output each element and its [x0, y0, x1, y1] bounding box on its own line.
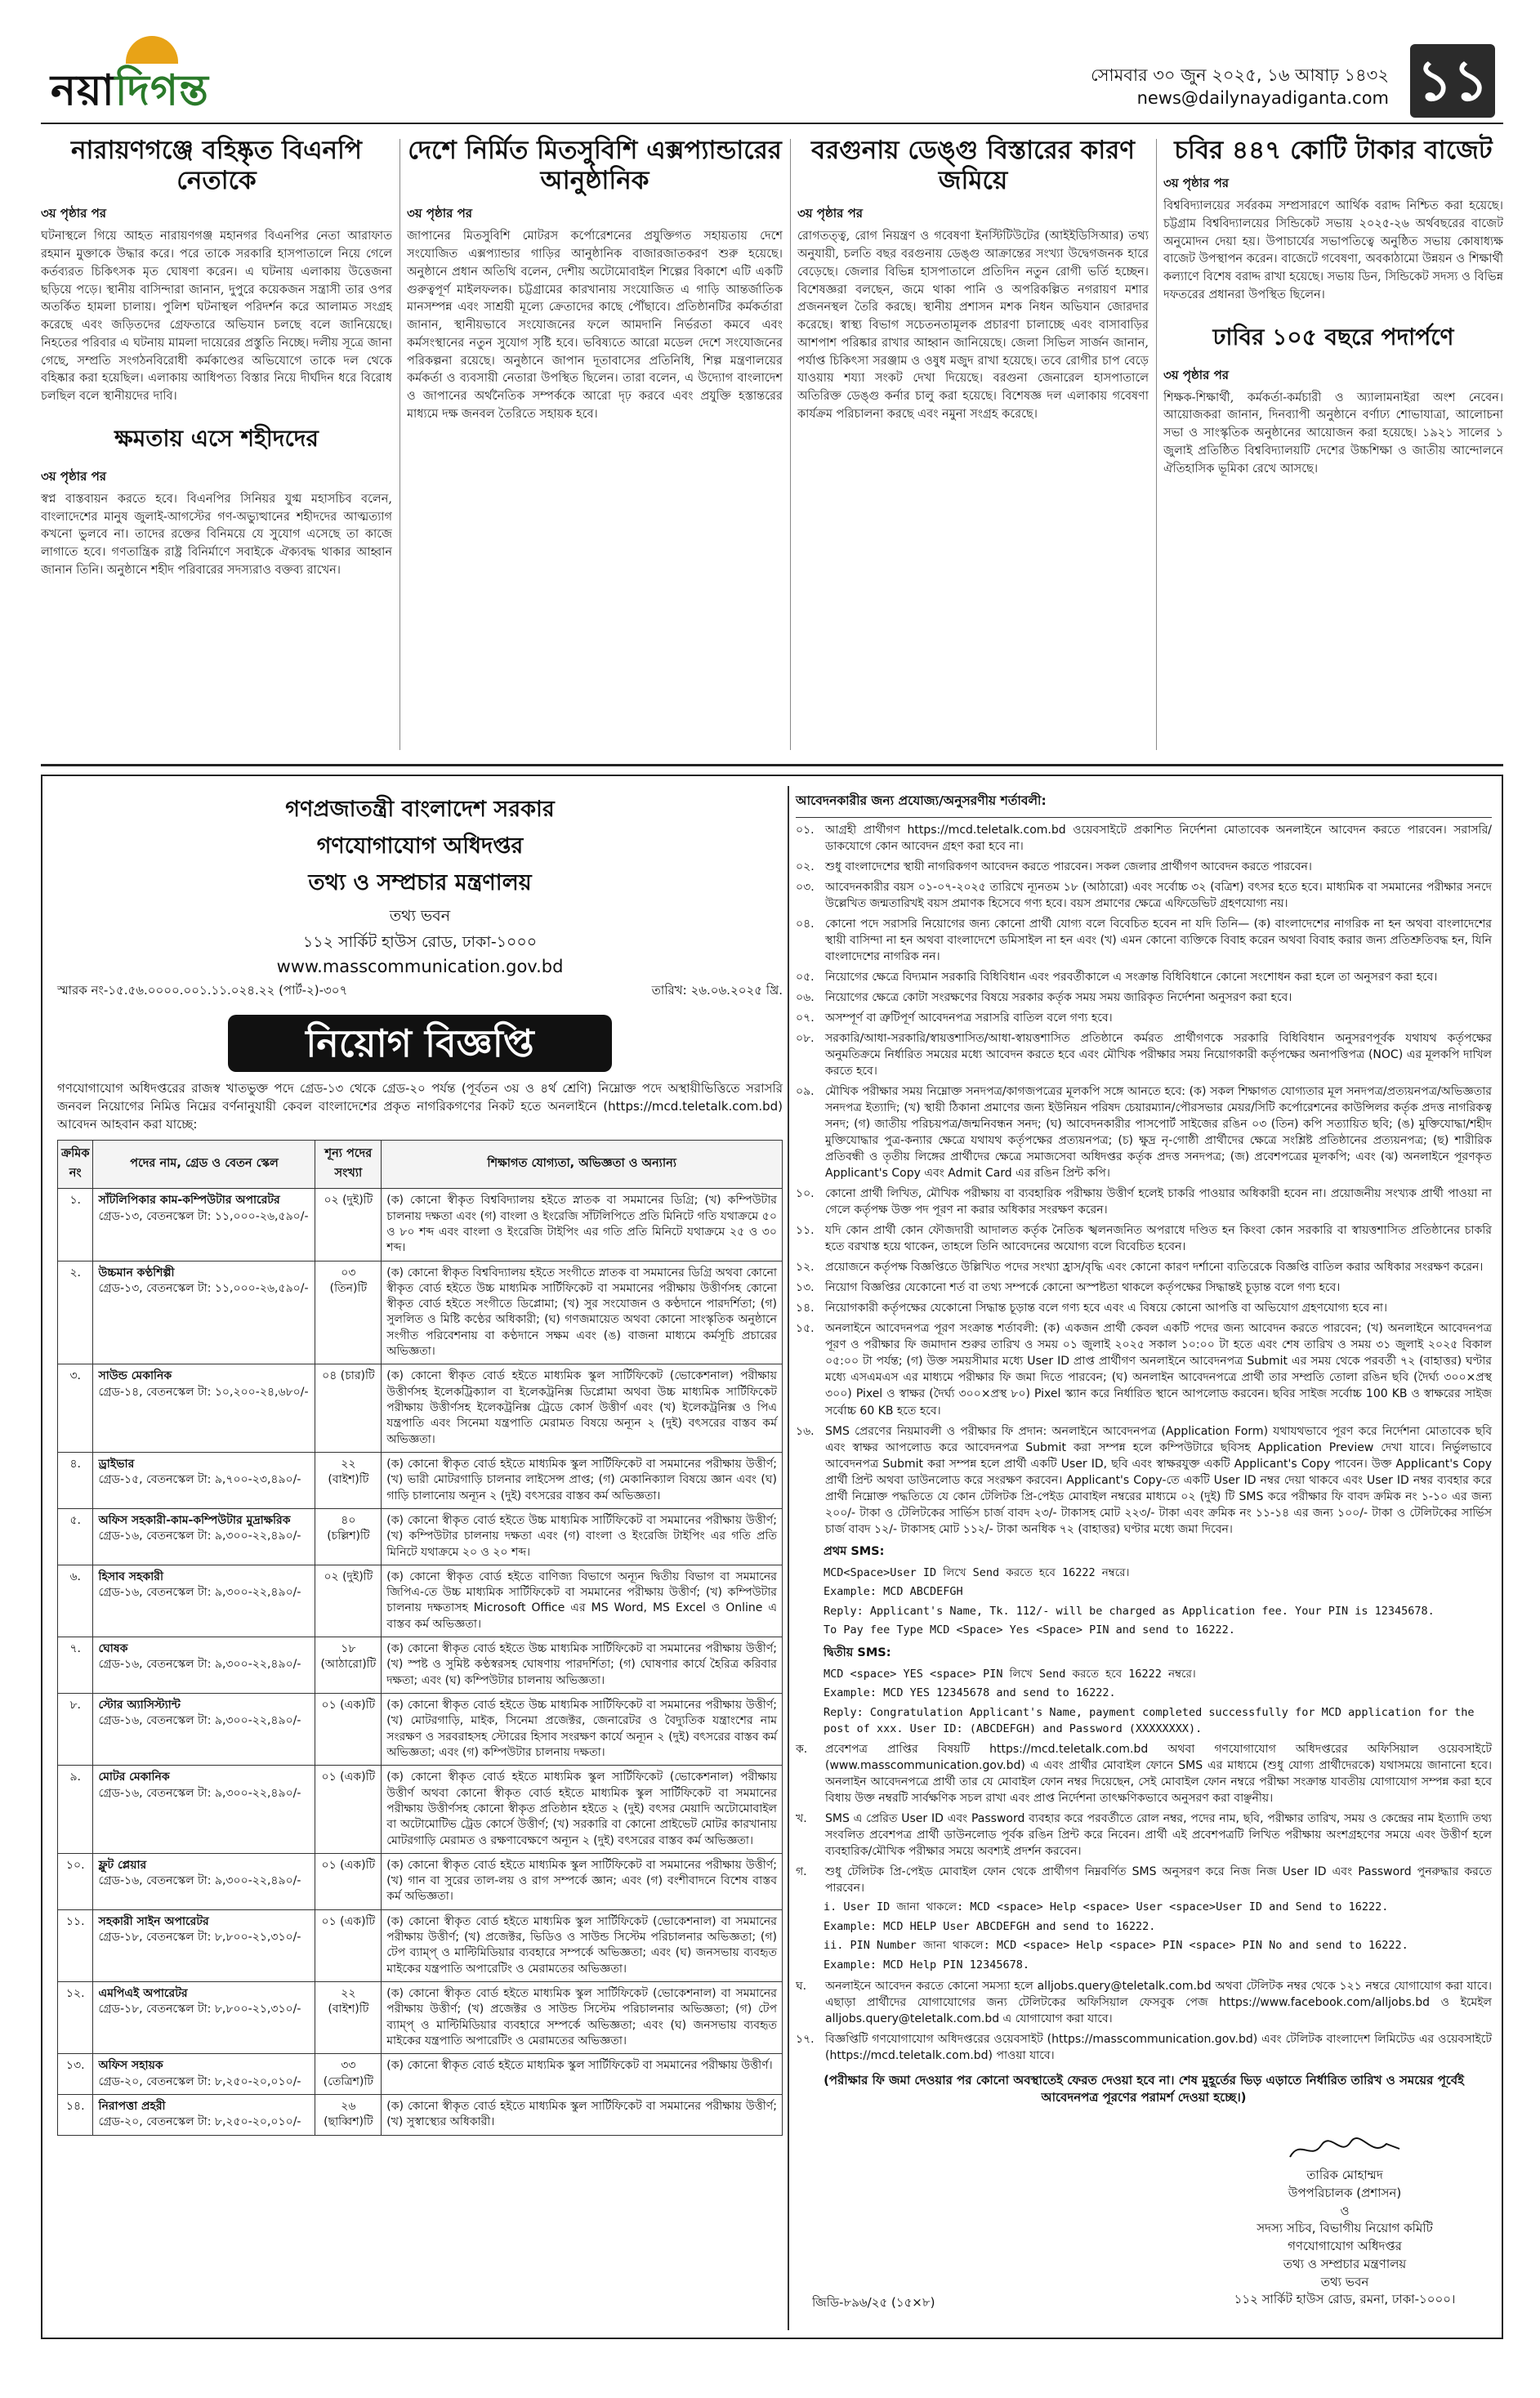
- condition-text: নিয়োগের ক্ষেত্রে কোটা সংরক্ষণের বিষয়ে সরকার কর্তৃক সময় সময় জারিকৃত নির্দেশনা অনুসরণ করা হবে।: [825, 991, 1292, 1005]
- job-grade: গ্রেড-১৬, বেতনস্কেল টা: ৯,৩০০-২২,৪৯০/-: [98, 1529, 301, 1543]
- condition-text: নিয়োগকারী কর্তৃপক্ষের যেকোনো সিদ্ধান্ত চূড়ান্ত বলে গণ্য হবে এবং এ বিষয়ে কোনো আপত্তি বা অভিযোগ গ্রহণযোগ্য হবে না।: [825, 1302, 1387, 1315]
- condition-number: গ.: [796, 1865, 807, 1879]
- page-number: ১১: [1410, 44, 1495, 118]
- header-vacancy: শূন্য পদের সংখ্যা: [315, 1141, 382, 1189]
- condition-number: ০৭.: [796, 1011, 815, 1025]
- job-qualification: (ক) কোনো স্বীকৃত বোর্ড হইতে মাধ্যমিক স্কুল সার্টিফিকেট বা সমমানের পরীক্ষায় উত্তীর্ণ; (খ) ভারী মোটরগাড়ি চালনার লাইসেন্স প্রাপ্ত; (গ) মেকানিক্যাল বিষয়ে জ্ঞান এবং (ঘ) গাড়ি চালানোয় অন্যূন ২ (দুই) বৎসরের বাস্তব কর্ম অভিজ্ঞতা।: [382, 1452, 783, 1508]
- news-kicker: ৩য় পৃষ্ঠার পর: [797, 206, 864, 221]
- signatory-name: তারিক মোহাম্মদ: [1306, 2168, 1383, 2182]
- gov-header: [57, 793, 783, 976]
- condition-text: নিয়োগের ক্ষেত্রে বিদ্যমান সরকারি বিধিবিধান এবং পরবর্তীকালে এ সংক্রান্ত বিধিবিধানে কোনো সংশোধন করা হলে তা অনুসরণ করা হবে।: [825, 971, 1438, 985]
- news-kicker: ৩য় পৃষ্ঠার পর: [41, 206, 107, 221]
- sms-line: Reply: Congratulation Applicant's Name, payment completed successfully for MCD application for the post of xxx. User ID: (ABCDEFGH) and Password (XXXXXXXX).: [824, 1706, 1475, 1735]
- condition-text: মৌখিক পরীক্ষার সময় নিম্নোক্ত সনদপত্র/কাগজপত্রের মূলকপি সঙ্গে আনতে হবে: (ক) সকল শিক্ষাগত যোগ্যতার মূল সনদপত্র/প্রত্যয়নপত্র/অভিজ্ঞতার সনদপত্র ইত্যাদি; (খ) স্থায়ী ঠিকানা প্রমাণের জন্য ইউনিয়ন পরিষদ চেয়ারম্যান/পৌরসভার মেয়র/সিটি কর্পোরেশনের কাউন্সিলর কর্তৃক প্রদত্ত নাগরিকত্ব সনদ; (গ) জাতীয় পরিচয়পত্র/জন্মনিবন্ধন সনদ; (ঘ) আবেদনকারীর পাসপোর্ট সাইজের রঙিন ০৩ (তিন) কপি সত্যায়িত ছবি; (ঙ) মুক্তিযোদ্ধা/শহীদ মুক্তিযোদ্ধার পুত্র-কন্যার ক্ষেত্রে যথাযথ কর্তৃপক্ষের প্রত্যয়নপত্র; (চ) ক্ষুদ্র নৃ-গোষ্ঠী প্রার্থীদের ক্ষেত্রে সংশ্লিষ্ট প্রতিষ্ঠানের প্রত্যয়নপত্র; (ছ) শারীরিক প্রতিবন্ধী ও তৃতীয় লিঙ্গের প্রার্থীদের ক্ষেত্রে সমাজসেবা অধিদপ্তর কর্তৃক প্রদত্ত সনদপত্র; (জ) প্রবেশপত্রের মূলকপি; এবং (ঝ) অনলাইনে পূরণকৃত Applicant's Copy এবং Admit Card এর রঙিন প্রিন্ট কপি।: [825, 1085, 1492, 1181]
- job-grade: গ্রেড-১৩, বেতনস্কেল টা: ১১,০০০-২৬,৫৯০/-: [98, 1209, 309, 1223]
- condition-item: [796, 1010, 1492, 1026]
- conditions-list-3: [796, 1978, 1492, 2064]
- job-post: [93, 1261, 315, 1364]
- job-grade: গ্রেড-১৩, বেতনস্কেল টা: ১১,০০০-২৬,৫৯০/-: [98, 1281, 309, 1295]
- news-headline: বরগুনায় ডেঙ্গু বিস্তারের কারণ জমিয়ে: [811, 136, 1135, 196]
- condition-item: [796, 1741, 1492, 1806]
- condition-text: আগ্রহী প্রার্থীগণ https://mcd.teletalk.com.bd ওয়েবসাইটে প্রকাশিত নির্দেশনা মোতাবেক অনলাইনে আবেদন করতে পারবেন। সরাসরি/ডাকযোগে কোন আবেদন গ্রহণ করা হবে না।: [825, 824, 1492, 854]
- table-row: [58, 1694, 783, 1766]
- sms-line: Reply: Applicant's Name, Tk. 112/- will be charged as Application fee. Your PIN is 12345678.: [824, 1604, 1435, 1618]
- job-qualification: (ক) কোনো স্বীকৃত বোর্ড হইতে উচ্চ মাধ্যমিক সার্টিফিকেট বা সমমানের পরীক্ষায় উত্তীর্ণ; (খ) কম্পিউটার চালনায় দক্ষতা এবং (গ) বাংলা ও ইংরেজি টাইপিং এর গতি প্রতি মিনিটে যথাক্রমে ২০ ও ২০ শব্দ।: [382, 1508, 783, 1565]
- job-qualification: (ক) কোনো স্বীকৃত বোর্ড হইতে মাধ্যমিক স্কুল সার্টিফিকেট (ভোকেশনাল) পরীক্ষায় উত্তীর্ণ অথবা কোনো স্বীকৃত বোর্ড হইতে মাধ্যমিক স্কুল সার্টিফিকেট বা সমমানের পরীক্ষায় উত্তীর্ণসহ কোনো স্বীকৃত প্রতিষ্ঠান হইতে ২ (দুই) বৎসর মেয়াদি অটোমোবাইল বা অটোমোটিভ ট্রেড কোর্সে উত্তীর্ণ; (খ) সরকারি বা কোনো প্রাইভেট মোটর কারখানায় মোটরগাড়ি মেরামত ও রক্ষণাবেক্ষণে অন্যূন ২ (দুই) বৎসরের বাস্তব কর্ম অভিজ্ঞতা।: [382, 1766, 783, 1854]
- condition-item: [796, 1978, 1492, 2027]
- job-sl: ১৪.: [58, 2094, 93, 2135]
- condition-text: শুধু টেলিটক প্রি-পেইড মোবাইল ফোন থেকে প্রার্থীগণ নিম্নবর্ণিত SMS অনুসরণ করে নিজ নিজ User ID এবং Password পুনরুদ্ধার করতে পারবেন।: [825, 1865, 1492, 1896]
- job-qualification: (ক) কোনো স্বীকৃত বিশ্ববিদ্যালয় হইতে স্নাতক বা সমমানের ডিগ্রি; (খ) কম্পিউটার চালনায় দক্ষতা এবং (গ) বাংলা ও ইংরেজি সাঁটলিপিতে প্রতি মিনিটে গতি যথাক্রমে ৫০ ও ৮০ শব্দ এবং বাংলা ও ইংরেজি টাইপিং এর গতি প্রতি মিনিটে যথাক্রমে ২৫ ও ৩০ শব্দ।: [382, 1189, 783, 1261]
- job-grade: গ্রেড-১৬, বেতনস্কেল টা: ৯,৩০০-২২,৪৯০/-: [98, 1786, 301, 1800]
- recovery-line: Example: MCD HELP User ABCDEFGH and send to 16222.: [824, 1919, 1156, 1933]
- condition-item: [796, 879, 1492, 912]
- job-vacancy: ১৮ (আঠারো)টি: [315, 1637, 382, 1694]
- condition-number: ০৯.: [796, 1085, 815, 1099]
- conditions-list-2: [796, 1741, 1492, 1896]
- header-sl: ক্রমিক নং: [58, 1141, 93, 1189]
- sms-first-block: [796, 1565, 1492, 1639]
- sms-line: Example: MCD YES 12345678 and send to 16222.: [824, 1686, 1116, 1700]
- job-name: ড্রাইভার: [98, 1457, 135, 1471]
- condition-item: [796, 2031, 1492, 2064]
- logo-text-part1: নয়া: [51, 65, 115, 115]
- news-subheadline: ক্ষমতায় এসে শহীদদের: [114, 424, 319, 452]
- job-vacancy: ৪০ (চল্লিশ)টি: [315, 1508, 382, 1565]
- condition-number: খ.: [796, 1812, 807, 1826]
- sms-line: Example: MCD ABCDEFGH: [824, 1585, 963, 1599]
- job-name: উচ্চমান কণ্ঠশিল্পী: [98, 1266, 175, 1279]
- job-grade: গ্রেড-১৬, বেতনস্কেল টা: ৯,৩০০-২২,৪৯০/-: [98, 1714, 301, 1728]
- job-post: [93, 1909, 315, 1981]
- job-grade: গ্রেড-১৮, বেতনস্কেল টা: ৮,৮০০-২১,৩১০/-: [98, 2003, 301, 2016]
- condition-text: সরকারি/আধা-সরকারি/স্বায়ত্তশাসিত/আধা-স্বায়ত্তশাসিত প্রতিষ্ঠানে কর্মরত প্রার্থীগণকে সরকারি বিধিবিধান অনুসরণপূর্বক যথাযথ কর্তৃপক্ষের অনুমতিক্রমে নির্ধারিত সময়ের মধ্যে আবেদন করতে হবে এবং মৌখিক পরীক্ষার সময় নিয়োগকারী কর্তৃপক্ষের অনাপত্তিপত্র (NOC) এর মূলকপি দাখিল করতে হবে।: [825, 1032, 1492, 1078]
- condition-item: [796, 1083, 1492, 1181]
- job-sl: ৫.: [58, 1508, 93, 1565]
- signature-block: [1222, 2132, 1467, 2309]
- condition-number: ক.: [796, 1743, 808, 1757]
- sms-first-label: প্রথম SMS:: [824, 1544, 885, 1558]
- table-row: [58, 1261, 783, 1364]
- logo-text-part2: দিগন্ত: [114, 65, 209, 115]
- table-row: [58, 1766, 783, 1854]
- table-row: [58, 2054, 783, 2095]
- job-name: সহকারী সাইন অপারেটর: [98, 1914, 209, 1928]
- job-grade: গ্রেড-১৫, বেতনস্কেল টা: ৯,৭০০-২৩,৪৯০/-: [98, 1473, 301, 1487]
- news-kicker: ৩য় পৃষ্ঠার পর: [1163, 176, 1230, 191]
- job-vacancy: ২২ (বাইশ)টি: [315, 1452, 382, 1508]
- job-sl: ৩.: [58, 1364, 93, 1453]
- job-post: [93, 1766, 315, 1854]
- ad-left-panel: [57, 788, 783, 2332]
- website-line: news@dailynayadiganta.com: [1136, 88, 1389, 108]
- news-subheadline: ঢাবির ১০৫ বছরে পদার্পণে: [1212, 323, 1454, 351]
- job-vacancy: ০১ (এক)টি: [315, 1766, 382, 1854]
- condition-number: ০৬.: [796, 991, 815, 1005]
- gov-line-3: তথ্য ও সম্প্রচার মন্ত্রণালয়: [308, 870, 532, 895]
- section-rule: [41, 764, 1503, 766]
- signatory-addr-1: তথ্য ভবন: [1320, 2274, 1369, 2289]
- table-row: [58, 1452, 783, 1508]
- job-sl: ৬.: [58, 1565, 93, 1637]
- ad-divider: [788, 786, 789, 2330]
- notice-intro: গণযোগাযোগ অধিদপ্তরের রাজস্ব খাতভুক্ত পদে গ্রেড-১৩ থেকে গ্রেড-২০ পর্যন্ত (পূর্বতন ৩য় ও ৪র্থ শ্রেণি) নিম্নোক্ত পদে অস্থায়ীভিত্তিতে সরাসরি জনবল নিয়োগের নিমিত্ত নিম্নের বর্ণনানুযায়ী কেবল বাংলাদেশের প্রকৃত নাগরিকগণের নিকট হতে অনলাইনে (https://mcd.teletalk.com.bd) আবেদন আহবান করা যাচ্ছে:: [57, 1081, 783, 1132]
- job-qualification: (ক) কোনো স্বীকৃত বিশ্ববিদ্যালয় হইতে সংগীতে স্নাতক বা সমমানের ডিগ্রি অথবা কোনো স্বীকৃত বোর্ড হইতে উচ্চ মাধ্যমিক সার্টিফিকেট বা সমমানের পরীক্ষায় উত্তীর্ণসহ কোনো স্বীকৃত বোর্ড হইতে সংগীতে ডিপ্লোমা; (খ) সুর সংযোজন ও কণ্ঠদানে পারদর্শিতা; (গ) সুললিত ও মিষ্টি কণ্ঠের অধিকারী; (ঘ) গণজমায়েত অথবা কোনো সাংস্কৃতিক অনুষ্ঠানে সংগীত পরিবেশনায় বা কণ্ঠদানে সক্ষম এবং (ঙ) বাজনা মাধ্যমে কর্মসূচি প্রচারের অভিজ্ঞতা।: [382, 1261, 783, 1364]
- condition-text: অসম্পূর্ণ বা ত্রুটিপূর্ণ আবেদনপত্র সরাসরি বাতিল বলে গণ্য হবে।: [825, 1011, 1113, 1025]
- condition-item: [796, 1279, 1492, 1296]
- job-grade: গ্রেড-১৮, বেতনস্কেল টা: ৮,৮০০-২১,৩১০/-: [98, 1931, 301, 1945]
- news-headline: নারায়ণগঞ্জে বহিষ্কৃত বিএনপি নেতাকে: [71, 136, 362, 196]
- column-divider: [790, 139, 791, 750]
- job-post: [93, 1853, 315, 1909]
- jobs-table-body: [58, 1189, 783, 2135]
- news-body: বিশ্ববিদ্যালয়ের সর্বরকম সম্প্রসারণে আর্থিক বরাদ্দ নিশ্চিত করা হয়েছে। চট্টগ্রাম বিশ্ববিদ্যালয়ের সিন্ডিকেট সভায় ২০২৫-২৬ অর্থবছরের বাজেট অনুমোদন দেয়া হয়। উপাচার্যের সভাপতিত্বে অনুষ্ঠিত সভায় কোষাধ্যক্ষ বাজেট উপস্থাপন করেন। বাজেটে গবেষণা, অবকাঠামো উন্নয়ন ও শিক্ষার্থী কল্যাণে বিশেষ বরাদ্দ রাখা হয়েছে। সভায় ডিন, সিন্ডিকেট সদস্য ও বিভিন্ন দফতরের প্রধানরা উপস্থিত ছিলেন।: [1163, 199, 1503, 301]
- condition-text: প্রয়োজনে কর্তৃপক্ষ বিজ্ঞপ্তিতে উল্লিখিত পদের সংখ্যা হ্রাস/বৃদ্ধি এবং কোনো কারণ দর্শানো ব্যতিরেকে বিজ্ঞপ্তি বাতিল করার অধিকার সংরক্ষণ করেন।: [825, 1261, 1484, 1275]
- job-grade: গ্রেড-১৪, বেতনস্কেল টা: ১০,২০০-২৪,৬৮০/-: [98, 1385, 309, 1399]
- job-name: অফিস সহকারী-কাম-কম্পিউটার মুদ্রাক্ষরিক: [98, 1513, 291, 1527]
- job-qualification: (ক) কোনো স্বীকৃত বোর্ড হইতে মাধ্যমিক স্কুল সার্টিফিকেট (ভোকেশনাল) পরীক্ষায় উত্তীর্ণসহ ইলেকট্রিক্যাল বা ইলেকট্রনিক্স ডিপ্লোমা অথবা উচ্চ মাধ্যমিক সার্টিফিকেট পরীক্ষায় উত্তীর্ণসহ ইলেকট্রনিক্স ট্রেডে কোর্স উত্তীর্ণ এবং (খ) ইলেকট্রনিক্স ও পিএ যন্ত্রপাতি এবং সিনেমা যন্ত্রপাতি মেরামত বিষয়ে অন্যূন ২ (দুই) বৎসরের বাস্তব কর্ম অভিজ্ঞতা।: [382, 1364, 783, 1453]
- condition-item: [796, 1030, 1492, 1079]
- news-kicker: ৩য় পৃষ্ঠার পর: [41, 468, 107, 484]
- condition-number: ০৫.: [796, 971, 815, 985]
- job-post: [93, 1508, 315, 1565]
- table-row: [58, 1637, 783, 1694]
- condition-item: [796, 969, 1492, 985]
- job-vacancy: ০২ (দুই)টি: [315, 1565, 382, 1637]
- job-sl: ১০.: [58, 1853, 93, 1909]
- table-row: [58, 1364, 783, 1453]
- job-vacancy: ০১ (এক)টি: [315, 1694, 382, 1766]
- job-grade: গ্রেড-১৬, বেতনস্কেল টা: ৯,৩০০-২২,৪৯০/-: [98, 1658, 301, 1672]
- top-rule: [41, 123, 1503, 124]
- news-body: শিক্ষক-শিক্ষার্থী, কর্মকর্তা-কর্মচারী ও অ্যালামনাইরা অংশ নেবেন। আয়োজকরা জানান, দিনব্যাপী অনুষ্ঠানে বর্ণাঢ্য শোভাযাত্রা, আলোচনা সভা ও সাংস্কৃতিক অনুষ্ঠানের আয়োজন করা হয়েছে। ১৯২১ সালের ১ জুলাই প্রতিষ্ঠিত বিশ্ববিদ্যালয়টি দেশের উচ্চশিক্ষা ও জাতীয় আন্দোলনে ঐতিহাসিক ভূমিকা রেখে আসছে।: [1163, 391, 1503, 476]
- recruitment-advertisement: [41, 775, 1503, 2339]
- news-column-3: [797, 131, 1149, 758]
- condition-number: ০৪.: [796, 918, 815, 931]
- newspaper-logo: [51, 57, 209, 128]
- condition-number: ০২.: [796, 860, 815, 874]
- news-body: স্বপ্ন বাস্তবায়ন করতে হবে। বিএনপির সিনিয়র যুগ্ম মহাসচিব বলেন, বাংলাদেশের মানুষ জুলাই-আগস্টের গণ-অভ্যুত্থানের শহীদদের আত্মত্যাগ কখনো ভুলবে না। তাদের রক্তের বিনিময়ে যে সুযোগ এসেছে তা কাজে লাগাতে হবে। গণতান্ত্রিক রাষ্ট্র বিনির্মাণে সবাইকে ঐক্যবদ্ধ থাকার আহ্বান জানান তিনি। অনুষ্ঠানে শহীদ পরিবারের সদস্যরাও বক্তব্য রাখেন।: [41, 492, 392, 577]
- job-sl: ২.: [58, 1261, 93, 1364]
- condition-number: ১৫.: [796, 1322, 815, 1336]
- condition-text: অনলাইনে আবেদন করতে কোনো সমস্যা হলে alljobs.query@teletalk.com.bd অথবা টেলিটক নম্বর থেকে ১২১ নম্বরে যোগাযোগ করা যাবে। এছাড়া প্রার্থীদের যোগাযোগের জন্য টেলিটকের অফিসিয়াল ফেসবুক পেজ https://www.facebook.com/alljobs.bd ও ইমেইল alljobs.query@teletalk.com.bd এ যোগাযোগ করা যাবে।: [825, 1979, 1492, 2025]
- news-body: জাপানের মিতসুবিশি মোটরস কর্পোরেশনের প্রযুক্তিগত সহায়তায় দেশে সংযোজিত এক্সপ্যান্ডার গাড়ির আনুষ্ঠানিক বাজারজাতকরণ শুরু হয়েছে। অনুষ্ঠানে প্রধান অতিথি বলেন, দেশীয় অটোমোবাইল শিল্পের বিকাশে এটি একটি গুরুত্বপূর্ণ মাইলফলক। চট্টগ্রামের কারখানায় সংযোজিত এ গাড়ি আন্তর্জাতিক মানসম্পন্ন এবং সাশ্রয়ী মূল্যে ক্রেতাদের কাছে পৌঁছাবে। প্রতিষ্ঠানটির কর্মকর্তারা জানান, স্থানীয়ভাবে সংযোজনের ফলে আমদানি নির্ভরতা কমবে এবং কর্মসংস্থানের নতুন সুযোগ সৃষ্টি হবে। ভবিষ্যতে আরো মডেল দেশে সংযোজনের পরিকল্পনা রয়েছে। অনুষ্ঠানে জাপান দূতাবাসের প্রতিনিধি, শিল্প মন্ত্রণালয়ের কর্মকর্তা ও ব্যবসায়ী নেতারা উপস্থিত ছিলেন। তারা বলেন, এ উদ্যোগ বাংলাদেশ ও জাপানের অর্থনৈতিক সম্পর্ককে আরো দৃঢ় করবে এবং প্রযুক্তি হস্তান্তরের মাধ্যমে দক্ষ জনবল তৈরিতে সহায়ক হবে।: [407, 230, 783, 421]
- header-qualification: শিক্ষাগত যোগ্যতা, অভিজ্ঞতা ও অন্যান্য: [382, 1141, 783, 1189]
- condition-item: [796, 1864, 1492, 1896]
- condition-item: [796, 1222, 1492, 1255]
- job-name: সাঁটলিপিকার কাম-কম্পিউটার অপারেটর: [98, 1194, 280, 1208]
- notice-banner: নিয়োগ বিজ্ঞপ্তি: [228, 1015, 612, 1072]
- recovery-sms-block: [796, 1900, 1492, 1973]
- table-row: [58, 1909, 783, 1981]
- job-post: [93, 2094, 315, 2135]
- job-sl: ৯.: [58, 1766, 93, 1854]
- signatory-role-2: সদস্য সচিব, বিভাগীয় নিয়োগ কমিটি: [1257, 2221, 1433, 2236]
- job-name: অফিস সহায়ক: [98, 2059, 163, 2073]
- table-row: [58, 1508, 783, 1565]
- table-row: [58, 1982, 783, 2054]
- job-qualification: (ক) কোনো স্বীকৃত বোর্ড হইতে মাধ্যমিক স্কুল সার্টিফিকেট বা সমমানের পরীক্ষায় উত্তীর্ণ; (খ) গান বা সুরের তাল-লয় ও রাগ সম্পর্কে জ্ঞান; এবং (গ) বংশীবাদনে বিশেষ বাস্তব কর্ম অভিজ্ঞতা।: [382, 1853, 783, 1909]
- table-row: [58, 1853, 783, 1909]
- news-body: রোগতত্ত্ব, রোগ নিয়ন্ত্রণ ও গবেষণা ইনস্টিটিউটের (আইইডিসিআর) তথ্য অনুযায়ী, চলতি বছর বরগুনায় ডেঙ্গু আক্রান্তের সংখ্যা উদ্বেগজনক হারে বেড়েছে। জেলার বিভিন্ন হাসপাতালে প্রতিদিন নতুন রোগী ভর্তি হচ্ছেন। বিশেষজ্ঞরা বলছেন, জমে থাকা পানি ও অপরিকল্পিত নগরায়ণ মশার প্রজননস্থল তৈরি করছে। স্থানীয় প্রশাসন মশক নিধন অভিযান জোরদার করেছে। স্বাস্থ্য বিভাগ সচেতনতামূলক প্রচারণা চালাচ্ছে এবং বাসাবাড়ির আশপাশ পরিষ্কার রাখার আহ্বান জানিয়েছে। জেলা সিভিল সার্জন জানান, পর্যাপ্ত চিকিৎসা সরঞ্জাম ও ওষুধ মজুদ রাখা হয়েছে। তবে রোগীর চাপ বেড়ে যাওয়ায় শয্যা সংকট দেখা দিয়েছে। বরগুনা জেনারেল হাসপাতালে অতিরিক্ত ডেঙ্গু কর্নার চালু করা হয়েছে। বিশেষজ্ঞ দল এলাকায় গবেষণা কার্যক্রম পরিচালনা করছে এবং নমুনা সংগ্রহ করেছে।: [797, 230, 1149, 421]
- fee-warning: (পরীক্ষার ফি জমা দেওয়ার পর কোনো অবস্থাতেই ফেরত দেওয়া হবে না। শেষ মুহূর্তের ভিড় এড়াতে নির্ধারিত তারিখ ও সময়ের পূর্বেই আবেদনপত্র পূরণের পরামর্শ দেওয়া হচ্ছে।): [824, 2072, 1464, 2105]
- job-post: [93, 1189, 315, 1261]
- memo-date: তারিখ: ২৬.০৬.২০২৫ খ্রি.: [651, 983, 783, 998]
- news-headline: দেশে নির্মিত মিতসুবিশি এক্সপ্যান্ডারের আনুষ্ঠানিক: [408, 136, 782, 196]
- job-sl: ১৩.: [58, 2054, 93, 2095]
- header-post: পদের নাম, গ্রেড ও বেতন স্কেল: [93, 1141, 315, 1189]
- sms-line: MCD<Space>User ID লিখে Send করতে হবে 16222 নম্বরে।: [824, 1565, 1130, 1579]
- job-vacancy: ৩৩ (তেত্রিশ)টি: [315, 2054, 382, 2095]
- news-body: ঘটনাস্থলে গিয়ে আহত নারায়ণগঞ্জ মহানগর বিএনপির নেতা আরাফাত রহমান মুক্তাকে উদ্ধার করে। পরে তাকে সরকারি হাসপাতালে নিয়ে গেলে কর্তব্যরত চিকিৎসক মৃত ঘোষণা করেন। এ ঘটনায় এলাকায় উত্তেজনা ছড়িয়ে পড়ে। স্থানীয় বাসিন্দারা জানান, দুপুরে কয়েকজন সন্ত্রাসী তার ওপর অতর্কিত হামলা চালায়। পুলিশ ঘটনাস্থল পরিদর্শন করে আলামত সংগ্রহ করেছে এবং জড়িতদের গ্রেফতারে অভিযান চলছে বলে জানিয়েছে। নিহতের পরিবার এ ঘটনায় মামলা দায়েরের প্রস্তুতি নিচ্ছে। দলীয় সূত্রে জানা গেছে, সম্প্রতি সংগঠনবিরোধী কর্মকাণ্ডের অভিযোগে তাকে দল থেকে বহিষ্কার করা হয়েছিল। এলাকায় আধিপত্য বিস্তার নিয়ে দীর্ঘদিন ধরে বিরোধ চলছিল বলে স্থানীয়দের দাবি।: [41, 230, 392, 404]
- table-row: [58, 1189, 783, 1261]
- condition-number: ০৮.: [796, 1032, 815, 1046]
- job-sl: ৪.: [58, 1452, 93, 1508]
- recovery-line: i. User ID জানা থাকলে: MCD <space> Help <space> User <space>User ID and Send to 16222.: [824, 1900, 1389, 1914]
- news-kicker: ৩য় পৃষ্ঠার পর: [407, 206, 473, 221]
- condition-text: যদি কোন প্রার্থী কোন ফৌজদারী আদালত কর্তৃক নৈতিক স্খলনজনিত অপরাধে দণ্ডিত হন কিংবা কোন সরকারি বা স্বায়ত্তশাসিত প্রতিষ্ঠানের চাকরি হতে বরখাস্ত হয়ে থাকেন, তাহলে তিনি আবেদনের অযোগ্য বলে বিবেচিত হবেন।: [825, 1224, 1492, 1254]
- condition-item: [796, 1423, 1492, 1538]
- job-post: [93, 1637, 315, 1694]
- job-qualification: (ক) কোনো স্বীকৃত বোর্ড হইতে মাধ্যমিক স্কুল সার্টিফিকেট (ভোকেশনাল) বা সমমানের পরীক্ষায় উত্তীর্ণ; (খ) প্রজেক্টর, ভিডিও ও সাউন্ড সিস্টেম পরিচালনার অভিজ্ঞতা; (গ) টেপ ব্যাম্প্ ও মাল্টিমিডিয়ার ব্যবহারে সম্পর্কে অভিজ্ঞতা; এবং (ঘ) জনসভায় ব্যবহৃত মাইকের যন্ত্রপাতি অপারেটিং ও মেরামতের অভিজ্ঞতা।: [382, 1909, 783, 1981]
- condition-item: [796, 1300, 1492, 1316]
- condition-number: ১৬.: [796, 1424, 815, 1438]
- job-vacancy: ০১ (এক)টি: [315, 1853, 382, 1909]
- condition-number: ১০.: [796, 1187, 815, 1201]
- job-vacancy: ০৪ (চার)টি: [315, 1364, 382, 1453]
- job-name: স্টোর অ্যাসিস্ট্যান্ট: [98, 1699, 181, 1712]
- job-sl: ১১.: [58, 1909, 93, 1981]
- signatory-org-2: তথ্য ও সম্প্রচার মন্ত্রণালয়: [1283, 2256, 1407, 2271]
- job-name: ফ্লুট প্লেয়ার: [98, 1858, 147, 1872]
- signatory-role-1: ও: [1340, 2203, 1350, 2218]
- job-grade: গ্রেড-২০, বেতনস্কেল টা: ৮,২৫০-২০,০১০/-: [98, 2074, 301, 2088]
- job-qualification: (ক) কোনো স্বীকৃত বোর্ড হইতে মাধ্যমিক স্কুল সার্টিফিকেট বা সমমানের পরীক্ষায় উত্তীর্ণ; (খ) সুস্বাস্থ্যের অধিকারী।: [382, 2094, 783, 2135]
- condition-number: ১১.: [796, 1224, 815, 1238]
- condition-text: কোনো পদে সরাসরি নিয়োগের জন্য কোনো প্রার্থী যোগ্য বলে বিবেচিত হবেন না যদি তিনি— (ক) বাংলাদেশের নাগরিক না হন অথবা বাংলাদেশের স্থায়ী বাসিন্দা না হন অথবা বাংলাদেশে ডমিসাইল না হন এবং (খ) এমন কোনো ব্যক্তিকে বিবাহ করেন অথবা বিবাহ করার জন্য প্রতিশ্রুতিবদ্ধ হন, যিনি বাংলাদেশের নাগরিক নন।: [825, 918, 1492, 964]
- signatory-org-1: গণযোগাযোগ অধিদপ্তর: [1288, 2239, 1402, 2253]
- condition-item: [796, 1811, 1492, 1860]
- gov-line-1: গণপ্রজাতন্ত্রী বাংলাদেশ সরকার: [285, 797, 555, 822]
- condition-text: SMS প্রেরণের নিয়মাবলী ও পরীক্ষার ফি প্রদান: অনলাইনে আবেদনপত্র (Application Form) যথাযথভাবে পূরণ করে নির্দেশনা মোতাবেক ছবি এবং স্বাক্ষর আপলোড করে আবেদনপত্র Submit করা সম্পন্ন হলে কম্পিউটারে ছবিসহ Application Preview দেখা যাবে। নির্ভুলভাবে আবেদনপত্র Submit করা সম্পন্ন হলে প্রার্থী একটি User ID, ছবি এবং স্বাক্ষরযুক্ত একটি Applicant's Copy পাবেন। উক্ত Applicant's Copy প্রার্থী প্রিন্ট অথবা ডাউনলোড করে সংরক্ষণ করবেন। Applicant's Copy-তে একটি User ID নম্বর দেয়া থাকবে এবং User ID নম্বর ব্যবহার করে প্রার্থী নিম্নোক্ত পদ্ধতিতে যে কোন টেলিটক প্রি-পেইড মোবাইল নম্বরের মাধ্যমে ০২ (দুই) টি SMS করে পরীক্ষার ফি বাবদ ক্রমিক নং ১-১০ এর জন্য ২০০/- টাকা ও টেলিটকের সার্ভিস চার্জ বাবদ ২৩/- টাকাসহ মোট ২২৩/- টাকা এবং ক্রমিক নং ১১-১৪ এর জন্য ১০০/- টাকা ও টেলিটকের সার্ভিস চার্জ বাবদ ১২/- টাকাসহ মোট ১১২/- টাকা অনধিক ৭২ (বাহাত্তর) ঘণ্টার মধ্যে জমা দিবেন।: [825, 1424, 1492, 1536]
- condition-item: [796, 989, 1492, 1006]
- news-column-4: [1163, 131, 1503, 758]
- condition-text: SMS এ প্রেরিত User ID এবং Password ব্যবহার করে পরবর্তীতে রোল নম্বর, পদের নাম, ছবি, পরীক্ষার তারিখ, সময় ও কেন্দ্রের নাম ইত্যাদি তথ্য সংবলিত প্রবেশপত্র প্রার্থী ডাউনলোড পূর্বক রঙিন প্রিন্ট করে নিবেন। প্রার্থী এই প্রবেশপত্রটি লিখিত পরীক্ষায় অংশগ্রহণের সময়ে এবং উত্তীর্ণ হলে ব্যবহারিক/মৌখিক পরীক্ষার সময়ে অবশ্যই প্রদর্শন করবেন।: [825, 1812, 1492, 1859]
- condition-item: [796, 859, 1492, 875]
- ad-right-panel: [796, 788, 1492, 2332]
- job-grade: গ্রেড-১৬, বেতনস্কেল টা: ৯,৩০০-২২,৪৯০/-: [98, 1874, 301, 1888]
- condition-text: প্রবেশপত্র প্রাপ্তির বিষয়টি https://mcd.teletalk.com.bd অথবা গণযোগাযোগ অধিদপ্তরের অফিসিয়াল ওয়েবসাইটে (www.masscommunication.gov.bd) এ এবং প্রার্থীর মোবাইল ফোনে SMS এর মাধ্যমে (শুধু যোগ্য প্রার্থীদেরকে) যথাসময়ে জানানো হবে। অনলাইন আবেদনপত্রে প্রার্থী তার যে মোবাইল ফোন নম্বর দিয়েছেন, সেই মোবাইল ফোন নম্বরে পরীক্ষা সংক্রান্ত যাবতীয় যোগাযোগ সম্পন্ন করা হবে বিধায় উক্ত নম্বরটি সার্বক্ষণিক সচল রাখা এবং প্রাপ্ত নির্দেশনা তাৎক্ষণিকভাবে অনুসরণ করা বাঞ্ছনীয়।: [825, 1743, 1492, 1806]
- condition-number: ০১.: [796, 824, 815, 837]
- condition-item: [796, 1259, 1492, 1275]
- job-post: [93, 1694, 315, 1766]
- condition-number: ঘ.: [796, 1979, 807, 1993]
- job-qualification: (ক) কোনো স্বীকৃত বোর্ড হইতে মাধ্যমিক স্কুল সার্টিফিকেট (ভোকেশনাল) বা সমমানের পরীক্ষায় উত্তীর্ণ; (খ) প্রজেক্টর ও সাউন্ড সিস্টেম পরিচালনার অভিজ্ঞতা; (গ) টেপ ব্যাম্প্ ও মাল্টিমিডিয়ার ব্যবহারে সম্পর্কে অভিজ্ঞতা; এবং (ঘ) জনসভায় ব্যবহৃত মাইকের যন্ত্রপাতি অপারেটিং ও মেরামতের অভিজ্ঞতা।: [382, 1982, 783, 2054]
- date-line: সোমবার ৩০ জুন ২০২৫, ১৬ আষাঢ় ১৪৩২: [1091, 65, 1389, 85]
- table-row: [58, 2094, 783, 2135]
- sms-second-label: দ্বিতীয় SMS:: [824, 1646, 891, 1659]
- job-post: [93, 1452, 315, 1508]
- table-row: [58, 1565, 783, 1637]
- job-qualification: (ক) কোনো স্বীকৃত বোর্ড হইতে মাধ্যমিক স্কুল সার্টিফিকেট বা সমমানের পরীক্ষায় উত্তীর্ণ।: [382, 2054, 783, 2095]
- condition-item: [796, 1320, 1492, 1418]
- condition-text: বিজ্ঞপ্তিটি গণযোগাযোগ অধিদপ্তরের ওয়েবসাইট (https://masscommunication.gov.bd) এবং টেলিটক বাংলাদেশ লিমিটেড এর ওয়েবসাইটে (https://mcd.teletalk.com.bd) পাওয়া যাবে।: [825, 2032, 1492, 2062]
- job-qualification: (ক) কোনো স্বীকৃত বোর্ড হইতে উচ্চ মাধ্যমিক সার্টিফিকেট বা সমমানের পরীক্ষায় উত্তীর্ণ; (খ) মোটরগাড়ি, মাইক, সিনেমা প্রজেক্টর, জেনারেটর ও বৈদ্যুতিক যন্ত্রাংশের নাম সংরক্ষণ ও সরবরাহসহ স্টোরের হিসাব সংরক্ষণ কার্যে অন্যূন ২ (দুই) বৎসরের বাস্তব কর্ম অভিজ্ঞতা; এবং (গ) কম্পিউটার চালনায় দক্ষতা।: [382, 1694, 783, 1766]
- job-sl: ৮.: [58, 1694, 93, 1766]
- job-name: এমপিএই অপারেটর: [98, 1987, 188, 2000]
- news-kicker: ৩য় পৃষ্ঠার পর: [1163, 367, 1230, 382]
- job-name: হিসাব সহকারী: [98, 1570, 163, 1583]
- job-post: [93, 1982, 315, 2054]
- recovery-line: Example: MCD Help PIN 12345678.: [824, 1958, 1029, 1972]
- job-grade: গ্রেড-২০, বেতনস্কেল টা: ৮,২৫০-২০,০১০/-: [98, 2115, 301, 2129]
- condition-item: [796, 822, 1492, 855]
- condition-text: কোনো প্রার্থী লিখিত, মৌখিক পরীক্ষায় বা ব্যবহারিক পরীক্ষায় উত্তীর্ণ হলেই চাকরি পাওয়ার অধিকারী হবেন না। প্রয়োজনীয় সংখ্যক প্রার্থী পাওয়া না গেলে কর্তৃপক্ষ উক্ত পদ পূরণ না করার অধিকার সংরক্ষণ করেন।: [825, 1187, 1492, 1217]
- job-vacancy: ০১ (এক)টি: [315, 1909, 382, 1981]
- news-column-1: [41, 131, 392, 758]
- gov-line-2: গণযোগাযোগ অধিদপ্তর: [316, 833, 524, 859]
- signatory-title: উপপরিচালক (প্রশাসন): [1288, 2185, 1402, 2200]
- job-name: ঘোষক: [98, 1642, 128, 1656]
- ad-code: জিডি-৮৯৬/২৫ (১৫×৮): [812, 2295, 935, 2310]
- condition-text: অনলাইনে আবেদনপত্র পূরণ সংক্রান্ত শর্তাবলী: (ক) একজন প্রার্থী কেবল একটি পদের জন্য আবেদন করতে পারবেন; (খ) অনলাইনে আবেদনপত্র পূরণ ও পরীক্ষার ফি জমাদান শুরুর তারিখ ও সময় ০১ জুলাই ২০২৫ সকাল ১০:০০ টা হতে এবং শেষ তারিখ ও সময় ৩১ জুলাই ২০২৫ বিকাল ০৫:০০ টা পর্যন্ত; (গ) উক্ত সময়সীমার মধ্যে User ID প্রাপ্ত প্রার্থীগণ অনলাইনে আবেদনপত্র Submit এর সময় থেকে পরবর্তী ৭২ (বাহাত্তর) ঘণ্টার মধ্যে এসএমএস এর মাধ্যমে পরীক্ষার ফি জমা দিতে পারবেন; (ঘ) অনলাইন আবেদনপত্রে প্রার্থী তার সম্প্রতি তোলা রঙিন ছবি (দৈর্ঘ্য ৩০০×প্রস্থ ৩০০) Pixel ও স্বাক্ষর (দৈর্ঘ্য ৩০০×প্রস্থ ৮০) Pixel স্ক্যান করে নির্ধারিত স্থানে আপলোড করবেন। ছবির সাইজ সর্বোচ্চ 100 KB ও স্বাক্ষরের সাইজ সর্বোচ্চ 60 KB হতে হবে।: [825, 1322, 1492, 1418]
- table-header-row: [58, 1141, 783, 1189]
- job-post: [93, 2054, 315, 2095]
- job-post: [93, 1364, 315, 1453]
- job-qualification: (ক) কোনো স্বীকৃত বোর্ড হইতে বাণিজ্য বিভাগে অন্যূন দ্বিতীয় বিভাগ বা সমমানের জিপিএ-তে উচ্চ মাধ্যমিক সার্টিফিকেট বা সমমানের পরীক্ষায় উত্তীর্ণ; (খ) কম্পিউটার চালনায় দক্ষতাসহ Microsoft Office এর MS Word, MS Excel ও Online এ বাস্তব কর্ম অভিজ্ঞতা।: [382, 1565, 783, 1637]
- job-vacancy: ০৩ (তিন)টি: [315, 1261, 382, 1364]
- condition-item: [796, 916, 1492, 965]
- column-divider: [1156, 139, 1157, 750]
- condition-number: ১৭.: [796, 2032, 815, 2046]
- masthead: [41, 29, 1503, 118]
- job-sl: ১.: [58, 1189, 93, 1261]
- job-vacancy: ২২ (বাইশ)টি: [315, 1982, 382, 2054]
- condition-number: ১৩.: [796, 1281, 815, 1295]
- recovery-line: ii. PIN Number জানা থাকলে: MCD <space> Help <space> PIN <space> PIN No and send to 16222.: [824, 1939, 1408, 1953]
- condition-text: আবেদনকারীর বয়স ০১-০৭-২০২৫ তারিখে ন্যূনতম ১৮ (আঠারো) এবং সর্বোচ্চ ৩২ (বত্রিশ) বৎসর হতে হবে। মাধ্যমিক বা সমমানের পরীক্ষার সনদে উল্লেখিত জন্মতারিখই বয়স প্রমাণক হিসেবে গণ্য হবে। বয়স প্রমাণের ক্ষেত্রে এফিডেভিট গ্রহণযোগ্য নয়।: [825, 881, 1492, 911]
- job-name: নিরাপত্তা প্রহরী: [98, 2099, 166, 2113]
- condition-number: ০৩.: [796, 881, 815, 895]
- condition-text: নিয়োগ বিজ্ঞপ্তির যেকোনো শর্ত বা তথ্য সম্পর্কে কোনো অস্পষ্টতা থাকলে কর্তৃপক্ষের সিদ্ধান্তই চূড়ান্ত বলে গণ্য হবে।: [825, 1281, 1341, 1295]
- condition-number: ১৪.: [796, 1302, 815, 1315]
- conditions-heading: আবেদনকারীর জন্য প্রযোজ্য/অনুসরণীয় শর্তাবলী:: [796, 788, 1492, 818]
- memo-number: স্মারক নং-১৫.৫৬.০০০০.০০১.১১.০২৪.২২ (পার্ট-২)-৩০৭: [57, 983, 348, 998]
- job-post: [93, 1565, 315, 1637]
- job-vacancy: ০২ (দুই)টি: [315, 1189, 382, 1261]
- job-name: সাউন্ড মেকানিক: [98, 1369, 172, 1383]
- news-column-2: [407, 131, 783, 758]
- gov-line-4: তথ্য ভবন: [389, 907, 451, 925]
- conditions-list: [796, 822, 1492, 1538]
- gov-line-5: ১১২ সার্কিট হাউস রোড, ঢাকা-১০০০: [302, 933, 538, 951]
- job-vacancy: ২৬ (ছাব্বিশ)টি: [315, 2094, 382, 2135]
- signature-icon: [1283, 2132, 1406, 2165]
- condition-text: শুধু বাংলাদেশের স্থায়ী নাগরিকগণ আবেদন করতে পারবেন। সকল জেলার প্রার্থীগণ আবেদন করতে পারবেন।: [825, 860, 1312, 874]
- job-sl: ৭.: [58, 1637, 93, 1694]
- sms-line: MCD <space> YES <space> PIN লিখে Send করতে হবে 16222 নম্বরে।: [824, 1667, 1196, 1681]
- sms-second-block: [796, 1667, 1492, 1737]
- gov-website: www.masscommunication.gov.bd: [276, 957, 564, 976]
- condition-number: ১২.: [796, 1261, 815, 1275]
- condition-item: [796, 1186, 1492, 1218]
- jobs-table: [57, 1140, 783, 2135]
- memo-line: [57, 981, 783, 1002]
- job-name: মোটর মেকানিক: [98, 1771, 170, 1784]
- job-sl: ১২.: [58, 1982, 93, 2054]
- signatory-addr-2: ১১২ সার্কিট হাউস রোড, রমনা, ঢাকা-১০০০।: [1234, 2292, 1456, 2307]
- job-grade: গ্রেড-১৬, বেতনস্কেল টা: ৯,৩০০-২২,৪৯০/-: [98, 1586, 301, 1600]
- job-qualification: (ক) কোনো স্বীকৃত বোর্ড হইতে উচ্চ মাধ্যমিক সার্টিফিকেট বা সমমানের পরীক্ষায় উত্তীর্ণ; (খ) স্পষ্ট ও সুমিষ্ট কণ্ঠস্বরসহ ঘোষণায় পারদর্শিতা; (গ) ঘোষণার কার্যে হৈরিত্র করিবার দক্ষতা; এবং (ঘ) কম্পিউটার চালনায় অভিজ্ঞতা।: [382, 1637, 783, 1694]
- sms-line: To Pay fee Type MCD <Space> Yes <Space> PIN and send to 16222.: [824, 1623, 1235, 1637]
- news-headline: চবির ৪৪৭ কোটি টাকার বাজেট: [1174, 136, 1493, 165]
